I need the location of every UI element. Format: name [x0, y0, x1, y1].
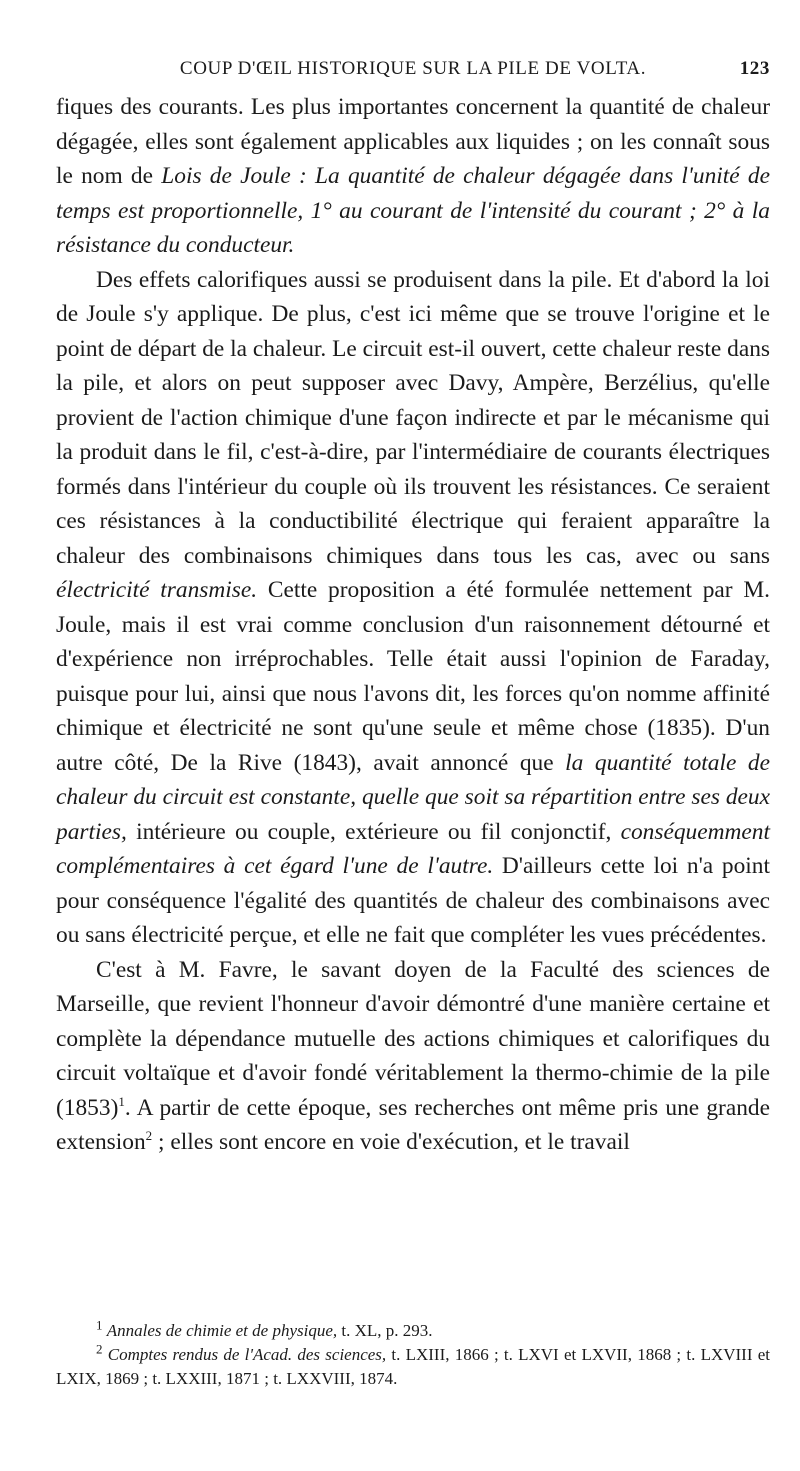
paragraph-1	[56, 90, 770, 263]
running-header	[56, 58, 770, 88]
page	[56, 58, 770, 1160]
paragraph-2-text-e: intérieure ou couple, extérieure ou fil conjonctif,	[126, 818, 621, 845]
paragraph-2-text-a: Des effets calorifiques aussi se produisent dans la pile. Et d'abord la loi de Joule s'y applique. De plus, c'est ici même que se trouve l'origine et le point de départ de la chaleur. Le circuit est-il ouvert, cette chaleur reste dans la pile, et alors on peut supposer avec Davy, Ampère, Berzélius, qu'elle provient de l'action chimique d'une façon indirecte et par le mécanisme qui la produit dans le fil, c'est-à-dire, par l'intermédiaire de courants électriques formés dans l'intérieur du couple où ils trouvent les résistances. Ce seraient ces résistances à la conductibilité électrique qui feraient apparaître la chaleur des combinaisons chimiques dans tous les cas, avec ou sans	[56, 266, 770, 569]
paragraph-2-text-g: D'ailleurs cette loi n'a point pour conséquence l'égalité des quantités de chaleur des combinaisons avec ou sans électricité perçue, et elle ne fait que compléter les vues précédentes.	[56, 853, 770, 948]
paragraph-3-text-a: C'est à M. Favre, le savant doyen de la Faculté des sciences de Marseille, que revient l'honneur d'avoir démontré d'une manière certaine et complète la dépendance mutuelle des actions chimiques et calorifiques du circuit voltaïque et d'avoir fondé véritablement la thermo-chimie de la pile (1853)	[56, 956, 770, 1121]
footnote-1-mark: 1	[96, 1317, 103, 1333]
transmitted-electricity-italic: électricité transmise.	[56, 577, 258, 603]
footnote-1-ref: t. XL, p. 293.	[337, 1321, 433, 1340]
paragraph-3	[56, 953, 770, 1160]
paragraph-3-text-c: ; elles sont encore en voie d'exécution, et le travail	[152, 1129, 630, 1155]
paragraph-3-text-b: . A partir de cette époque, ses recherches ont même pris une grande extension	[56, 1094, 770, 1155]
footnote-2	[56, 1343, 770, 1391]
footnotes	[56, 1319, 770, 1391]
paragraph-1-text: fiques des courants. Les plus importantes concernent la quantité de chaleur dégagée, elles sont également applicables aux liquides ; on les connaît sous le nom de	[56, 94, 770, 189]
de-la-rive-italic: la quantité totale de chaleur du circuit est constante, quelle que soit sa répartition entre ses deux parties,	[56, 749, 770, 845]
complementary-italic: conséquemment complémentaires à cet égard l'une de l'autre.	[56, 818, 770, 879]
footnote-2-mark: 2	[96, 1341, 103, 1357]
paragraph-2-text-c: Cette proposition a été formulée nettement par M. Joule, mais il est vrai comme conclusion d'un raisonnement détourné et d'expérience non irréprochables. Telle était aussi l'opinion de Faraday, puisque pour lui, ainsi que nous l'avons dit, les forces qu'on nomme affinité chimique et électricité ne sont qu'une seule et même chose (1835). D'un autre côté, De la Rive (1843), avait annoncé que	[56, 577, 771, 776]
footnote-2-ref: t. LXIII, 1866 ; t. LXVI et LXVII, 1868 ; t. LXVIII et LXIX, 1869 ; t. LXXIII, 1871 ; t. LXXVIII, 1874.	[56, 1345, 771, 1388]
joule-laws-italic: Lois de Joule : La quantité de chaleur dégagée dans l'unité de temps est proportionnelle, 1° au courant de l'intensité du courant ; 2° à la résistance du conducteur.	[56, 163, 770, 258]
footnote-ref-1[interactable]: 1	[118, 1093, 125, 1109]
footnote-ref-2[interactable]: 2	[145, 1128, 153, 1144]
running-title: COUP D'ŒIL HISTORIQUE SUR LA PILE DE VOLTA.	[179, 58, 647, 79]
footnote-2-source: Comptes rendus de l'Acad. des sciences,	[107, 1345, 387, 1364]
footnote-1-source: Annales de chimie et de physique,	[106, 1321, 338, 1340]
main-text	[56, 90, 770, 1160]
page-number: 123	[739, 58, 770, 79]
paragraph-2	[56, 263, 770, 953]
footnote-1	[56, 1319, 770, 1343]
